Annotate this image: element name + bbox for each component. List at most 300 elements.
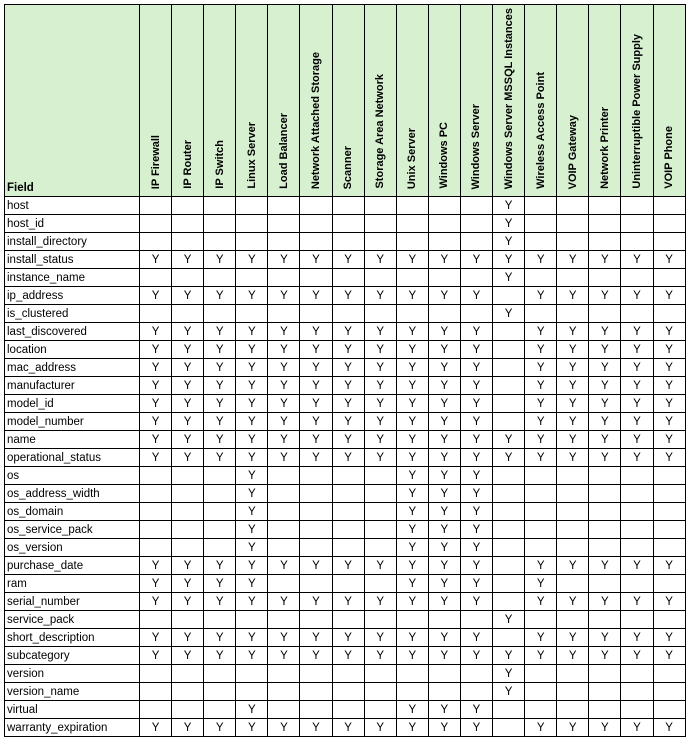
applicability-cell [460,197,492,215]
table-row [5,269,686,287]
applicability-cell: Y [236,449,268,467]
applicability-cell: Y [236,701,268,719]
applicability-cell: Y [396,467,428,485]
applicability-cell: Y [396,719,428,737]
applicability-cell: Y [589,395,621,413]
applicability-cell: Y [621,377,653,395]
applicability-cell [493,629,525,647]
applicability-cell: Y [460,395,492,413]
applicability-cell: Y [300,557,332,575]
applicability-cell [621,485,653,503]
applicability-cell: Y [493,665,525,683]
applicability-cell: Y [300,593,332,611]
applicability-cell: Y [364,413,396,431]
applicability-cell: Y [557,431,589,449]
column-header-label: Scanner [342,145,355,189]
applicability-cell: Y [589,719,621,737]
applicability-cell [140,611,172,629]
applicability-cell: Y [525,431,557,449]
applicability-cell [557,683,589,701]
applicability-cell [332,611,364,629]
applicability-cell [493,413,525,431]
applicability-cell [364,503,396,521]
applicability-cell: Y [396,449,428,467]
applicability-cell: Y [236,539,268,557]
applicability-cell [300,701,332,719]
field-name-cell: ram [5,575,140,593]
applicability-cell: Y [268,557,300,575]
applicability-cell [621,575,653,593]
applicability-cell: Y [172,647,204,665]
applicability-cell: Y [236,719,268,737]
applicability-cell [140,665,172,683]
applicability-cell: Y [557,593,589,611]
field-name-cell: install_status [5,251,140,269]
applicability-cell: Y [396,251,428,269]
column-header-label: VOIP Phone [663,126,676,189]
applicability-cell: Y [364,593,396,611]
applicability-cell [589,485,621,503]
applicability-cell: Y [493,431,525,449]
applicability-cell: Y [460,341,492,359]
applicability-cell [204,485,236,503]
applicability-cell: Y [332,323,364,341]
applicability-cell: Y [364,629,396,647]
applicability-cell [268,683,300,701]
applicability-cell: Y [589,557,621,575]
column-header-label: IP Router [181,140,194,189]
applicability-cell [621,215,653,233]
applicability-cell: Y [236,647,268,665]
applicability-cell: Y [460,557,492,575]
applicability-cell [140,539,172,557]
applicability-cell [300,305,332,323]
applicability-cell [396,611,428,629]
applicability-cell [525,485,557,503]
applicability-cell [589,521,621,539]
applicability-cell [621,521,653,539]
applicability-cell [621,683,653,701]
applicability-cell: Y [653,395,685,413]
applicability-cell [653,215,685,233]
applicability-cell: Y [557,449,589,467]
applicability-cell [300,233,332,251]
applicability-cell: Y [204,395,236,413]
applicability-cell: Y [460,431,492,449]
applicability-cell: Y [364,557,396,575]
table-row [5,539,686,557]
table-row [5,215,686,233]
applicability-cell [172,305,204,323]
applicability-cell: Y [653,593,685,611]
applicability-cell [557,233,589,251]
applicability-cell [493,503,525,521]
field-name-cell: last_discovered [5,323,140,341]
applicability-cell: Y [621,287,653,305]
applicability-cell: Y [428,485,460,503]
applicability-cell: Y [204,359,236,377]
applicability-cell: Y [204,251,236,269]
applicability-cell [364,701,396,719]
applicability-cell: Y [268,359,300,377]
applicability-cell: Y [589,629,621,647]
applicability-cell [653,503,685,521]
applicability-cell: Y [268,719,300,737]
field-name-cell: os_version [5,539,140,557]
applicability-cell [460,665,492,683]
applicability-cell [172,665,204,683]
applicability-cell [621,701,653,719]
applicability-cell: Y [204,377,236,395]
applicability-cell [300,215,332,233]
table-row [5,287,686,305]
applicability-cell: Y [621,557,653,575]
applicability-cell [140,467,172,485]
applicability-cell [589,305,621,323]
applicability-cell [493,593,525,611]
applicability-cell: Y [300,413,332,431]
applicability-cell: Y [300,251,332,269]
applicability-cell [268,305,300,323]
applicability-cell: Y [653,629,685,647]
applicability-cell: Y [332,359,364,377]
applicability-cell: Y [525,341,557,359]
applicability-cell [621,233,653,251]
applicability-cell: Y [493,611,525,629]
applicability-cell [268,467,300,485]
applicability-cell: Y [140,359,172,377]
applicability-cell: Y [428,251,460,269]
applicability-cell: Y [428,395,460,413]
applicability-cell [172,683,204,701]
applicability-cell [332,233,364,251]
applicability-cell: Y [428,557,460,575]
applicability-cell: Y [493,449,525,467]
applicability-cell: Y [172,251,204,269]
applicability-cell [204,269,236,287]
applicability-cell [172,467,204,485]
applicability-cell [268,215,300,233]
applicability-cell [300,611,332,629]
applicability-cell: Y [140,629,172,647]
column-header [525,5,557,197]
applicability-cell: Y [332,719,364,737]
applicability-cell [493,557,525,575]
applicability-cell: Y [428,539,460,557]
applicability-cell [300,197,332,215]
applicability-cell [332,485,364,503]
applicability-cell: Y [332,647,364,665]
table-body [5,197,686,737]
applicability-cell [268,665,300,683]
applicability-cell: Y [140,413,172,431]
applicability-cell: Y [589,323,621,341]
field-name-cell: os [5,467,140,485]
applicability-cell: Y [268,341,300,359]
applicability-cell: Y [460,575,492,593]
applicability-cell: Y [268,431,300,449]
column-header [204,5,236,197]
applicability-cell [396,215,428,233]
applicability-cell: Y [236,287,268,305]
applicability-cell [525,683,557,701]
applicability-cell: Y [493,215,525,233]
applicability-cell: Y [300,395,332,413]
applicability-cell: Y [493,233,525,251]
applicability-cell [332,215,364,233]
field-name-cell: os_service_pack [5,521,140,539]
applicability-cell: Y [621,719,653,737]
applicability-cell: Y [525,323,557,341]
table-row [5,575,686,593]
applicability-cell: Y [172,395,204,413]
applicability-cell [589,665,621,683]
applicability-cell: Y [204,593,236,611]
applicability-cell [589,269,621,287]
applicability-cell [332,467,364,485]
applicability-cell: Y [364,251,396,269]
column-header-label: Linux Server [245,122,258,189]
applicability-cell [236,305,268,323]
applicability-cell: Y [172,449,204,467]
applicability-cell: Y [653,377,685,395]
applicability-cell [493,521,525,539]
applicability-cell: Y [236,629,268,647]
applicability-cell [653,539,685,557]
table-row [5,683,686,701]
applicability-cell [172,215,204,233]
applicability-cell: Y [172,287,204,305]
applicability-cell: Y [589,287,621,305]
applicability-cell: Y [396,629,428,647]
applicability-cell [557,521,589,539]
applicability-cell: Y [460,539,492,557]
applicability-cell [525,197,557,215]
applicability-cell [236,233,268,251]
applicability-cell: Y [172,431,204,449]
applicability-cell: Y [460,593,492,611]
applicability-cell: Y [525,629,557,647]
applicability-cell [332,197,364,215]
applicability-cell [525,269,557,287]
applicability-cell [621,503,653,521]
applicability-cell: Y [396,647,428,665]
applicability-cell [493,467,525,485]
applicability-cell [268,539,300,557]
table-row [5,701,686,719]
applicability-cell: Y [204,557,236,575]
applicability-cell [653,665,685,683]
column-header-label: IP Firewall [149,134,162,189]
applicability-cell [653,521,685,539]
applicability-cell: Y [140,449,172,467]
applicability-cell [172,269,204,287]
applicability-cell: Y [525,557,557,575]
applicability-cell: Y [396,341,428,359]
applicability-cell: Y [268,449,300,467]
applicability-cell [364,485,396,503]
applicability-cell: Y [396,377,428,395]
applicability-cell: Y [332,395,364,413]
applicability-cell [396,665,428,683]
applicability-cell: Y [204,575,236,593]
applicability-cell [204,683,236,701]
table-row [5,449,686,467]
applicability-cell: Y [621,359,653,377]
applicability-cell: Y [460,287,492,305]
applicability-cell: Y [332,287,364,305]
field-name-cell: virtual [5,701,140,719]
applicability-cell: Y [525,251,557,269]
applicability-cell [493,395,525,413]
applicability-cell [396,305,428,323]
applicability-cell [364,467,396,485]
column-header [172,5,204,197]
applicability-cell [557,485,589,503]
applicability-cell [428,611,460,629]
applicability-cell [589,215,621,233]
applicability-cell: Y [525,647,557,665]
applicability-cell: Y [204,413,236,431]
applicability-cell [589,233,621,251]
table-row [5,719,686,737]
applicability-cell: Y [332,251,364,269]
applicability-cell [493,341,525,359]
applicability-cell: Y [428,521,460,539]
applicability-cell [204,215,236,233]
table-row [5,665,686,683]
applicability-cell [557,539,589,557]
applicability-cell: Y [396,431,428,449]
applicability-cell: Y [172,629,204,647]
applicability-cell: Y [140,557,172,575]
table-row [5,323,686,341]
applicability-cell [332,701,364,719]
applicability-cell [140,305,172,323]
applicability-cell [493,287,525,305]
applicability-cell: Y [621,593,653,611]
applicability-cell [364,521,396,539]
applicability-cell [364,611,396,629]
applicability-cell [268,575,300,593]
applicability-cell: Y [428,287,460,305]
applicability-cell: Y [140,647,172,665]
applicability-cell: Y [300,377,332,395]
applicability-cell: Y [364,377,396,395]
applicability-cell: Y [557,647,589,665]
applicability-cell: Y [428,323,460,341]
applicability-cell [653,683,685,701]
applicability-cell: Y [589,413,621,431]
applicability-cell [557,503,589,521]
applicability-cell [557,215,589,233]
applicability-cell [268,611,300,629]
column-header [140,5,172,197]
applicability-cell: Y [268,323,300,341]
applicability-cell [300,521,332,539]
field-name-cell: model_id [5,395,140,413]
applicability-cell: Y [332,557,364,575]
applicability-cell: Y [236,341,268,359]
applicability-cell: Y [300,287,332,305]
applicability-cell: Y [557,377,589,395]
applicability-cell: Y [428,647,460,665]
applicability-cell: Y [172,341,204,359]
applicability-cell: Y [493,269,525,287]
applicability-cell [428,683,460,701]
applicability-cell [300,683,332,701]
applicability-cell [493,719,525,737]
applicability-cell [589,683,621,701]
applicability-cell [204,701,236,719]
applicability-cell: Y [428,701,460,719]
applicability-cell: Y [300,341,332,359]
applicability-cell: Y [236,395,268,413]
applicability-cell: Y [557,413,589,431]
field-name-cell: short_description [5,629,140,647]
applicability-cell [621,269,653,287]
applicability-cell [268,197,300,215]
field-name-cell: name [5,431,140,449]
applicability-cell: Y [332,377,364,395]
applicability-cell [589,611,621,629]
applicability-cell [204,197,236,215]
field-name-cell: manufacturer [5,377,140,395]
applicability-cell: Y [653,251,685,269]
applicability-cell [204,521,236,539]
applicability-cell: Y [204,719,236,737]
applicability-cell: Y [396,593,428,611]
table-row [5,431,686,449]
applicability-cell: Y [332,629,364,647]
column-header [653,5,685,197]
applicability-cell [268,503,300,521]
applicability-cell: Y [300,719,332,737]
applicability-cell: Y [621,341,653,359]
column-header [621,5,653,197]
table-row [5,593,686,611]
applicability-cell: Y [300,359,332,377]
applicability-cell: Y [428,413,460,431]
applicability-cell: Y [621,251,653,269]
applicability-cell [557,305,589,323]
applicability-cell [140,215,172,233]
applicability-cell [460,233,492,251]
applicability-cell: Y [268,287,300,305]
applicability-cell [460,611,492,629]
applicability-cell: Y [396,395,428,413]
applicability-cell: Y [460,359,492,377]
applicability-cell: Y [460,719,492,737]
applicability-cell [428,233,460,251]
applicability-cell [653,305,685,323]
table-row [5,485,686,503]
applicability-cell [300,503,332,521]
applicability-cell: Y [236,377,268,395]
table-row [5,557,686,575]
applicability-cell: Y [300,647,332,665]
field-name-cell: version_name [5,683,140,701]
applicability-cell [557,197,589,215]
column-header-label: Windows Server [470,103,483,189]
applicability-cell [428,665,460,683]
applicability-cell: Y [140,287,172,305]
applicability-cell: Y [236,593,268,611]
field-name-cell: version [5,665,140,683]
applicability-cell [364,233,396,251]
applicability-cell [332,269,364,287]
applicability-cell [396,683,428,701]
